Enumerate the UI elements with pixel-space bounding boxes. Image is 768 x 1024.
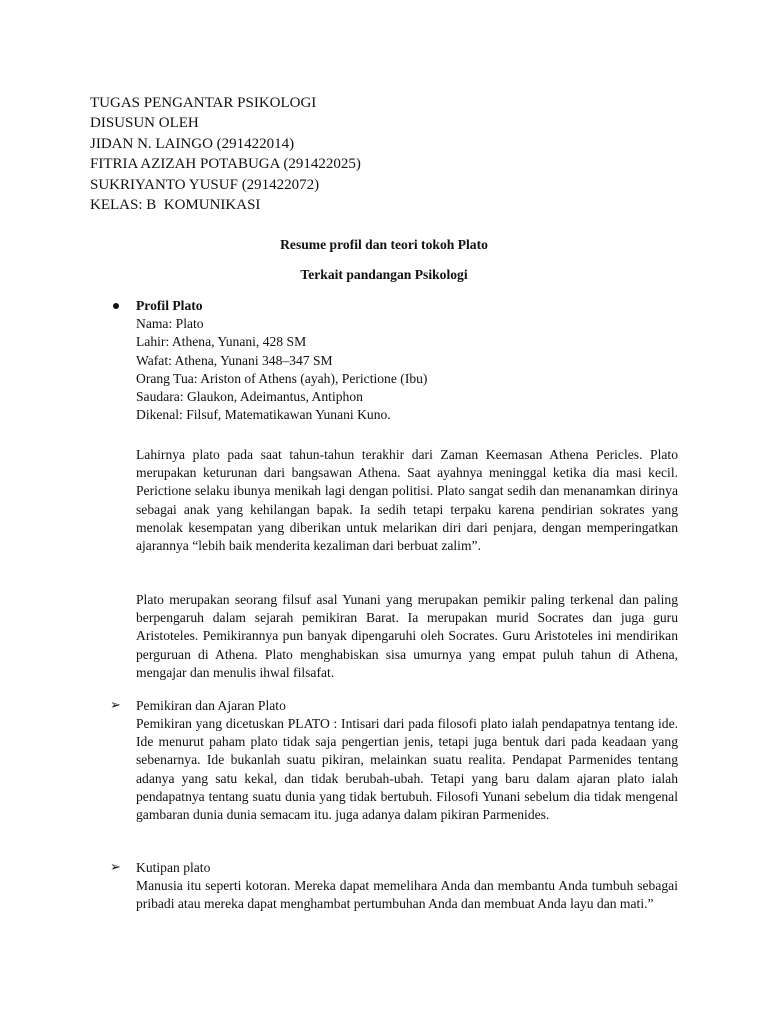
arrow-bullet-icon: ➢ [110,698,121,713]
kutipan-paragraph: Manusia itu seperti kotoran. Mereka dapat memelihara Anda dan membantu Anda tumbuh sebagai pribadi atau mereka dapat menghambat pertumbuhan Anda dan membuat Anda layu dan mati.” [136,878,678,912]
profil-item: Lahir: Athena, Yunani, 428 SM [136,334,307,350]
author-2: FITRIA AZIZAH POTABUGA (291422025) [90,156,361,173]
kutipan-heading: Kutipan plato [136,860,211,875]
profil-item: Nama: Plato [136,316,204,332]
class-label: KELAS: B KOMUNIKASI [90,197,261,214]
profil-item: Wafat: Athena, Yunani 348–347 SM [136,352,333,368]
author-1: JIDAN N. LAINGO (291422014) [90,135,295,152]
document-subtitle: Terkait pandangan Psikologi [300,267,468,282]
arrow-bullet-icon: ➢ [110,860,121,875]
assignment-title: TUGAS PENGANTAR PSIKOLOGI [90,95,317,111]
profil-item: Saudara: Glaukon, Adeimantus, Antiphon [136,389,363,405]
document-title: Resume profil dan teori tokoh Plato [280,237,488,252]
document-header [90,93,361,215]
profil-heading: Profil Plato [136,298,203,313]
profil-paragraph-1: Lahirnya plato pada saat tahun-tahun terakhir dari Zaman Keemasan Athena Pericles. Plato merupakan keturunan dari bangsawan Athena. Saat ayahnya meninggal ketika dia masi kecil. Perictione selaku ibunya menikah lagi dengan politisi. Plato sangat sedih dan menanamkan dirinya sebagai anak yang kehilangan bapak. Ia sedih tetapi terpaku karena pendirian sokrates yang menolak kesempatan yang diberikan untuk melarikan diri dari penjara, dengan memperingatkan ajarannya “lebih baik menderita kezaliman dari berbuat zalim”. [136,447,678,554]
profil-item: Dikenal: Filsuf, Matematikawan Yunani Kuno. [136,407,391,423]
profil-item: Orang Tua: Ariston of Athens (ayah), Perictione (Ibu) [136,370,428,386]
author-3: SUKRIYANTO YUSUF (291422072) [90,176,320,193]
pemikiran-paragraph: Pemikiran yang dicetuskan PLATO : Intisari dari pada filosofi plato ialah pendapatnya tentang ide. Ide menurut paham plato tidak saja pengertian jenis, tetapi juga bentuk dari pada keadaan yang sebenarnya. Ide bukanlah suatu pikiran, melainkan suatu realita. Pendapat Parmenides tentang adanya yang satu kekal, dan tidak berubah-ubah. Tetapi yang baru dalam ajaran plato ialah pendapatnya tentang suatu dunia yang tidak bertubuh. Filosofi Yunani sebelum dia tidak mengenal gambaran dunia dunia semacam itu. juga adanya dalam pikiran Parmenides. [136,716,678,823]
profil-paragraph-2: Plato merupakan seorang filsuf asal Yunani yang merupakan pemikir paling terkenal dan paling berpengaruh dalam sejarah pemikiran Barat. Ia merupakan murid Socrates dan juga guru Aristoteles. Pemikirannya pun banyak dipengaruhi oleh Socrates. Guru Aristoteles ini mendirikan perguruan di Athena. Plato menghabiskan sisa umurnya yang empat puluh tahun di Athena, mengajar dan menulis ihwal filsafat. [136,592,678,680]
bullet-circle-icon [113,303,119,309]
author-heading: DISUSUN OLEH [90,115,199,132]
pemikiran-heading: Pemikiran dan Ajaran Plato [136,698,286,713]
profil-section [136,297,678,424]
